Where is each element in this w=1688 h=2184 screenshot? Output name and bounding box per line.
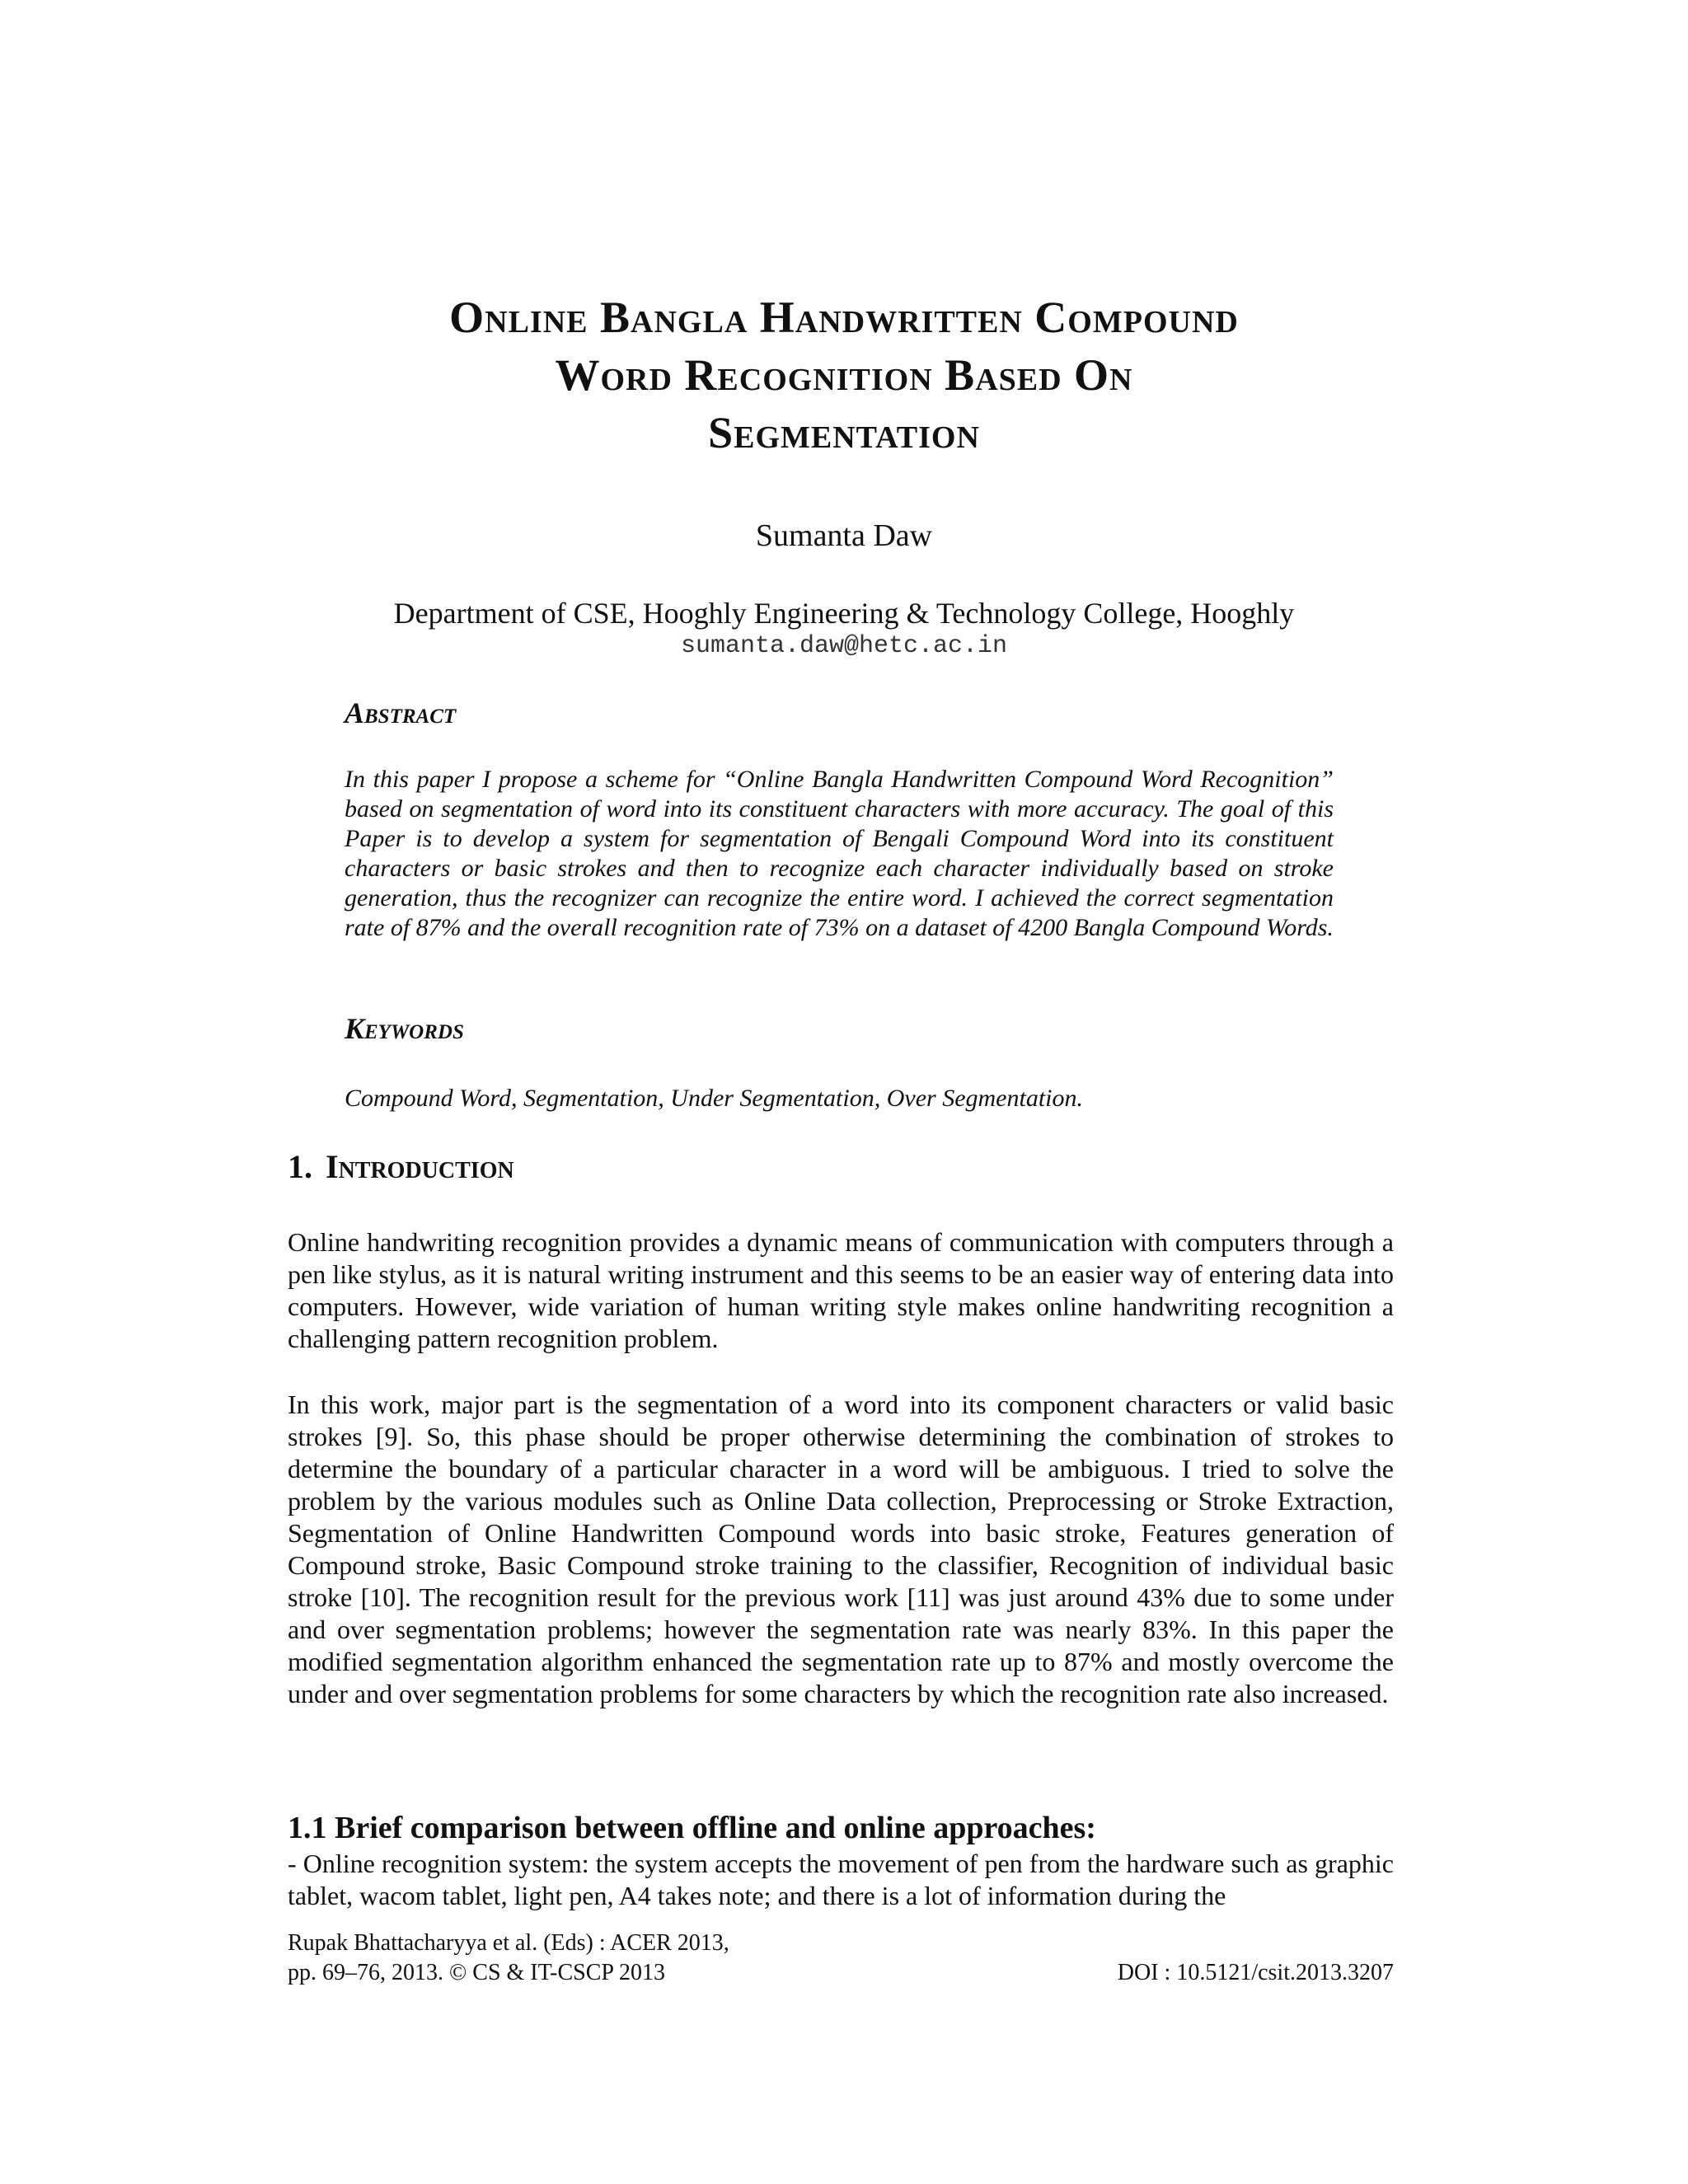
title-line-3: Segmentation [708,408,980,457]
paper-title [206,288,1482,462]
section-1-heading [288,1147,514,1187]
intro-paragraph-2: In this work, major part is the segmentation of a word into its component characters or valid basic strokes [9]. So, this phase should be proper otherwise determining the combination of strokes to determine the boundary of a particular character in a word will be ambiguous. I tried to solve the problem by the various modules such as Online Data collection, Preprocessing or Stroke Extraction, Segmentation of Online Handwritten Compound words into basic stroke, Features generation of Compound stroke, Basic Compound stroke training to the classifier, Recognition of individual basic stroke [10]. The recognition result for the previous work [11] was just around 43% due to some under and over segmentation problems; however the segmentation rate was nearly 83%. In this paper the modified segmentation algorithm enhanced the segmentation rate up to 87% and mostly overcome the under and over segmentation problems for some characters by which the recognition rate also increased. [288,1390,1394,1708]
title-line-2: Word Recognition Based On [555,350,1133,400]
keywords-text: Compound Word, Segmentation, Under Segmentation, Over Segmentation. [345,1085,1084,1112]
author-email[interactable]: sumanta.daw@hetc.ac.in [680,632,1008,660]
author-name: Sumanta Daw [755,518,933,553]
title-line-1: Online Bangla Handwritten Compound [449,293,1239,342]
abstract-text: In this paper I propose a scheme for “Online Bangla Handwritten Compound Word Recognition” based on segmentation of word into its constituent characters with more accuracy. The goal of this Paper is to develop a system for segmentation of Bengali Compound Word into its constituent characters or basic strokes and then to recognize each character individually based on stroke generation, thus the recognizer can recognize the entire word. I achieved the correct segmentation rate of 87% and the overall recognition rate of 73% on a dataset of 4200 Bangla Compound Words. [345,766,1334,941]
section-1-title: Introduction [326,1148,514,1185]
abstract-heading: Abstract [345,696,457,729]
section-1-number: 1. [288,1148,312,1185]
keywords-heading: Keywords [345,1012,464,1045]
intro-paragraph-1: Online handwriting recognition provides a dynamic means of communication with computers through a pen like stylus, as it is natural writing instrument and this seems to be an easier way of entering data into computers. However, wide variation of human writing style makes online handwriting recognition a challenging pattern recognition problem. [288,1227,1394,1353]
author-affiliation: Department of CSE, Hooghly Engineering & Technology College, Hooghly [393,597,1295,630]
footer-doi: DOI : 10.5121/csit.2013.3207 [1117,1960,1394,1985]
footer-line-2: pp. 69–76, 2013. © CS & IT-CSCP 2013 [288,1960,665,1985]
subsection-1-1-heading: 1.1 Brief comparison between offline and online approaches: [288,1811,1096,1845]
footer-citation [288,1929,729,1988]
footer-line-1: Rupak Bhattacharyya et al. (Eds) : ACER 2013, [288,1930,729,1956]
subsection-1-1-paragraph: - Online recognition system: the system accepts the movement of pen from the hardware such as graphic tablet, wacom tablet, light pen, A4 takes note; and there is a lot of information during the [288,1849,1394,1910]
